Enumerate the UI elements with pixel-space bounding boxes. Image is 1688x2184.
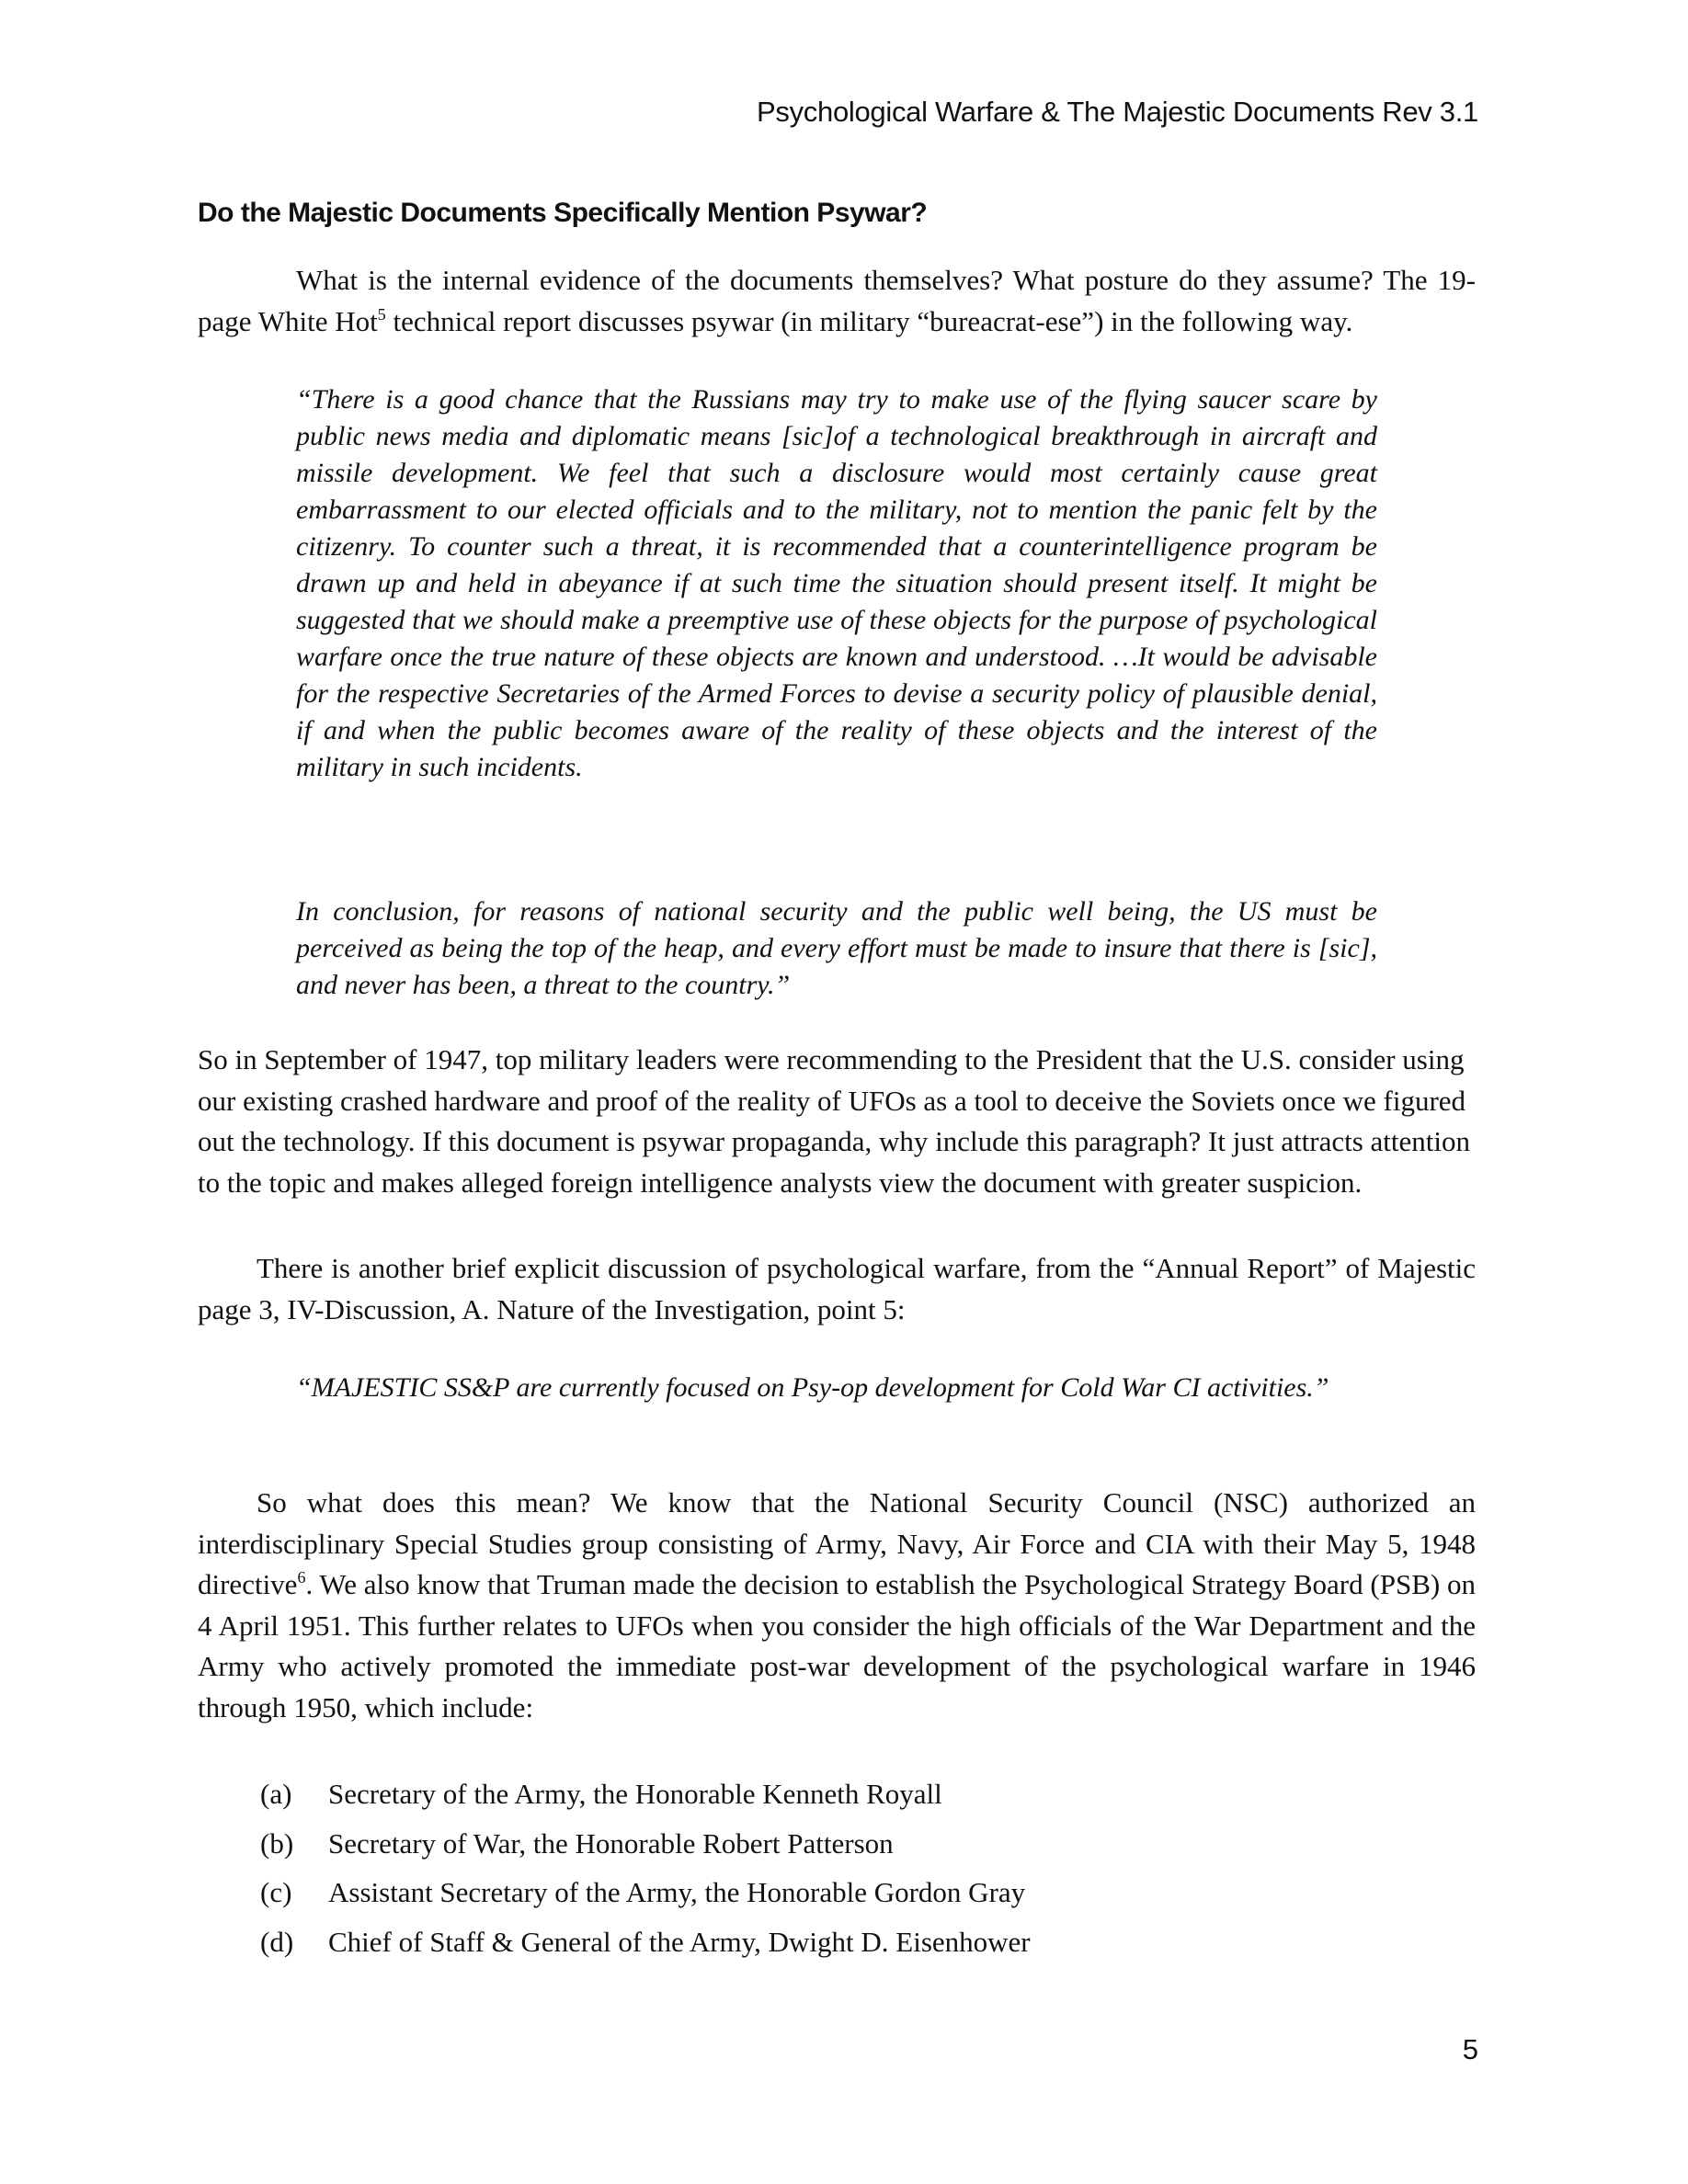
list-item [260, 1868, 1031, 1917]
list-item [260, 1819, 1031, 1869]
list-marker: (b) [260, 1826, 294, 1860]
officials-list [260, 1769, 1031, 1966]
page-number: 5 [1462, 2033, 1478, 2065]
majestic-ssp-quote: “MAJESTIC SS&P are currently focused on Psy-op development for Cold War CI activities.” [296, 1372, 1329, 1403]
list-item-text: Secretary of the Army, the Honorable Kenneth Royall [328, 1778, 942, 1810]
nsc-paragraph: So what does this mean? We know that the National Security Council (NSC) authorized an interdisciplinary Special Studies group consisting of Army, Navy, Air Force and CIA with their May 5, 1948 directive$^6$. We also know that Truman made the decision to establish the Psychological Strategy Board (PSB) on 4 April 1951. This further relates to UFOs when you consider the high officials of the War Department and the Army who actively promoted the immediate post-war development of the psychological warfare in 1946 through 1950, which include: [198, 1486, 1476, 1723]
running-header: Psychological Warfare & The Majestic Documents Rev 3.1 [757, 96, 1478, 128]
footnote-ref-6[interactable]: 6 [297, 1568, 306, 1587]
footnote-ref-5[interactable]: 5 [377, 304, 386, 324]
list-item-text: Chief of Staff & General of the Army, Dwight D. Eisenhower [328, 1925, 1031, 1958]
intro-paragraph: What is the internal evidence of the documents themselves? What posture do they assume? The 19-page White Hot$^5$ technical report discusses psywar (in military “bureacrat-ese”) in the following way. [198, 264, 1476, 337]
section-heading: Do the Majestic Documents Specifically Mention Psywar? [198, 198, 928, 228]
list-marker: (c) [260, 1876, 292, 1908]
list-marker: (d) [260, 1925, 294, 1958]
list-item-text: Secretary of War, the Honorable Robert Patterson [328, 1826, 894, 1860]
september-paragraph: So in September of 1947, top military leaders were recommending to the President that the U.S. consider using our existing crashed hardware and proof of the reality of UFOs as a tool to deceive the Soviets once we figured out the technology. If this document is psywar propaganda, why include this paragraph? It just attracts attention to the topic and makes alleged foreign intelligence analysts view the document with greater suspicion. [198, 1043, 1471, 1199]
list-item [260, 1917, 1031, 1967]
white-hot-quote-conclusion: In conclusion, for reasons of national security and the public well being, the US must be perceived as being the top of the heap, and every effort must be made to insure that there is [sic], and never has been, a threat to the country.” [296, 896, 1377, 1000]
list-item-text: Assistant Secretary of the Army, the Honorable Gordon Gray [328, 1876, 1026, 1908]
list-marker: (a) [260, 1778, 292, 1810]
white-hot-quote: “There is a good chance that the Russians may try to make use of the flying saucer scare by public news media and diplomatic means [sic]of a technological breakthrough in aircraft and missile development. We feel that such a disclosure would most certainly cause great embarrassment to our elected officials and to the military, not to mention the panic felt by the citizenry. To counter such a threat, it is recommended that a counterintelligence program be drawn up and held in abeyance if at such time the situation should present itself. It might be suggested that we should make a preemptive use of these objects for the purpose of psychological warfare once the true nature of these objects are known and understood. …It would be advisable for the respective Secretaries of the Armed Forces to devise a security policy of plausible denial, if and when the public becomes aware of the reality of these objects and the interest of the military in such incidents. [296, 384, 1377, 782]
list-item [260, 1769, 1031, 1819]
annual-report-paragraph: There is another brief explicit discussion of psychological warfare, from the “Annual Report” of Majestic page 3, IV-Discussion, A. Nature of the Investigation, point 5: [198, 1252, 1476, 1325]
